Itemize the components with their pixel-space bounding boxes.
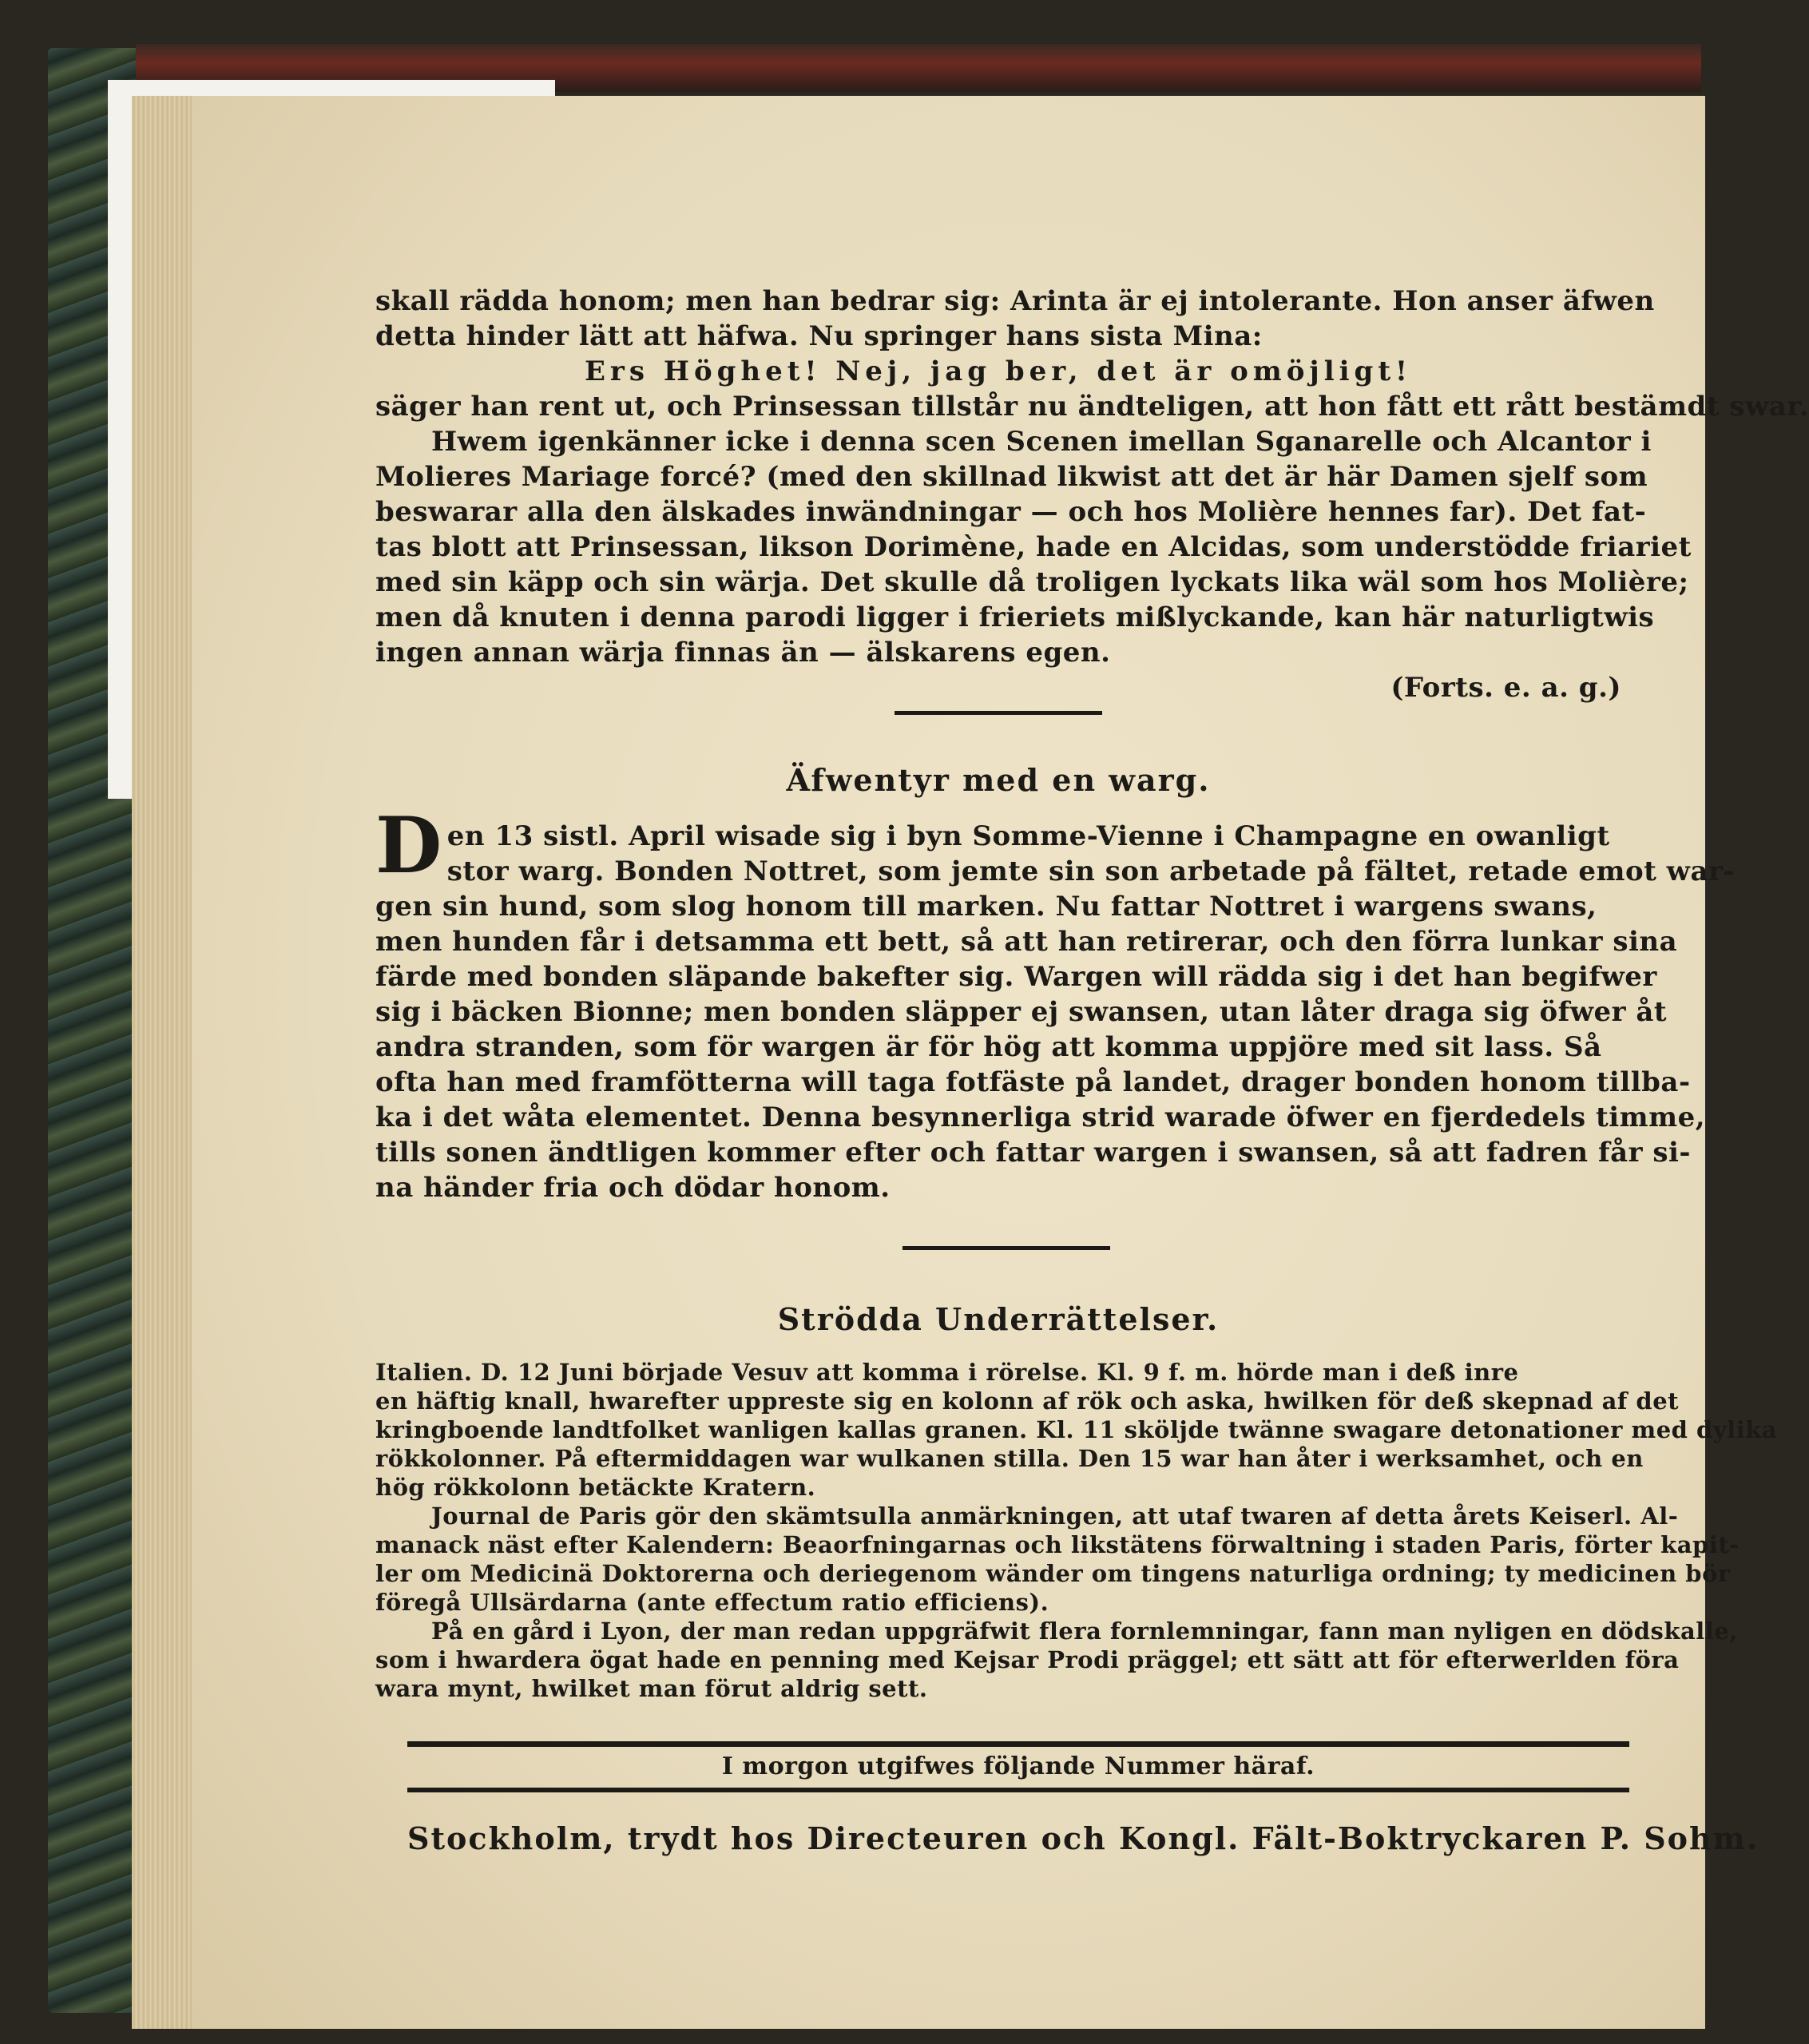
- drop-cap: D: [375, 800, 442, 891]
- section-news: [375, 1302, 1621, 1337]
- text-line: beswarar alla den älskades inwändningar — och hos Molière hennes far). Det fat-: [375, 496, 1647, 528]
- section-divider: [903, 1246, 1110, 1250]
- footer-rule-bottom: [407, 1788, 1629, 1792]
- news-body: [375, 1358, 1778, 1703]
- text-line: ofta han med framfötterna will taga fotfäste på landet, drager bonden honom tillba-: [375, 1066, 1691, 1098]
- printer-imprint: Stockholm, trydt hos Directeuren och Kongl. Fält-Boktryckaren P. Sohm.: [407, 1820, 1759, 1856]
- text-line: manack näst efter Kalendern: Beaorfningarnas och likstätens förwaltning i staden Paris, förter kapit-: [375, 1531, 1740, 1558]
- text-line: gen sin hund, som slog honom till marken. Nu fattar Nottret i wargens swans,: [375, 891, 1597, 923]
- section-wolf-story: [375, 763, 1621, 798]
- text-line: färde med bonden släpande bakefter sig. Wargen will rädda sig i det han begifwer: [375, 961, 1657, 993]
- text-line: ka i det wåta elementet. Denna besynnerliga strid warade öfwer en fjerdedels timme,: [375, 1101, 1706, 1133]
- imprint: [407, 1820, 1759, 1856]
- page-edges: [132, 96, 200, 2029]
- section-divider: [895, 711, 1102, 715]
- text-line: med sin käpp och sin wärja. Det skulle då troligen lyckats lika wäl som hos Molière;: [375, 566, 1689, 598]
- text-line: hög rökkolonn betäckte Kratern.: [375, 1474, 816, 1501]
- wolf-story-body: [375, 800, 1736, 1205]
- text-line: tas blott att Prinsessan, likson Dorimène, hade en Alcidas, som understödde friariet: [375, 531, 1692, 563]
- section-continued-text: [375, 284, 1809, 705]
- section-title: Äfwentyr med en warg.: [786, 762, 1211, 798]
- text-line: tills sonen ändtligen kommer efter och fattar wargen i swansen, så att fadren får si-: [375, 1137, 1692, 1169]
- text-line: men då knuten i denna parodi ligger i frieriets mißlyckande, kan här naturligtwis: [375, 601, 1655, 633]
- text-line: Molieres Mariage forcé? (med den skillnad likwist att det är här Damen sjelf som: [375, 461, 1648, 493]
- text-line: Italien. D. 12 Juni började Vesuv att komma i rörelse. Kl. 9 f. m. hörde man i deß inre: [375, 1359, 1519, 1386]
- book-page: [192, 96, 1809, 2029]
- text-line: ingen annan wärja finnas än — älskarens egen.: [375, 637, 1111, 669]
- text-line: kringboende landtfolket wanligen kallas granen. Kl. 11 sköljde twänne swagare detonationer med dylika: [375, 1416, 1778, 1443]
- text-line: som i hwardera ögat hade en penning med Kejsar Prodi präggel; ett sätt att för efterwerlden föra: [375, 1646, 1680, 1673]
- text-line: na händer fria och dödar honom.: [375, 1172, 891, 1204]
- text-line: På en gård i Lyon, der man redan uppgräfwit flera fornlemningar, fann man nyligen en dödskalle,: [431, 1617, 1738, 1645]
- text-line: föregå Ullsärdarna (ante effectum ratio efficiens).: [375, 1589, 1049, 1616]
- text-line: skall rädda honom; men han bedrar sig: Arinta är ej intolerante. Hon anser äfwen: [375, 285, 1655, 317]
- text-line: ler om Medicinä Doktorerna och deriegenom wänder om tingens naturliga ordning; ty medicinen bör: [375, 1560, 1731, 1587]
- text-line: sig i bäcken Bionne; men bonden släpper ej swansen, utan låter draga sig öfwer åt: [375, 996, 1668, 1028]
- footer-notice: [407, 1749, 1629, 1784]
- text-line: Journal de Paris gör den skämtsulla anmärkningen, att utaf twaren af detta årets Keiserl. Al-: [431, 1502, 1679, 1530]
- text-line: men hunden får i detsamma ett bett, så att han retirerar, och den förra lunkar sina: [375, 926, 1678, 958]
- text-line: wara mynt, hwilket man förut aldrig sett.: [375, 1675, 928, 1702]
- footer-rule-top: [407, 1741, 1629, 1747]
- text-line: andra stranden, som för wargen är för hög att komma uppjöre med sit lass. Så: [375, 1031, 1602, 1063]
- text-line: säger han rent ut, och Prinsessan tillstår nu ändteligen, att hon fått ett rått bestämdt swar.: [375, 391, 1809, 423]
- text-line: rökkolonner. På eftermiddagen war wulkanen stilla. Den 15 war han åter i werksamhet, och en: [375, 1445, 1644, 1472]
- next-issue-notice: I morgon utgifwes följande Nummer häraf.: [721, 1752, 1315, 1780]
- text-line: detta hinder lätt att häfwa. Nu springer hans sista Mina:: [375, 320, 1263, 352]
- continuation-note: (Forts. e. a. g.): [1390, 672, 1621, 704]
- section-title: Strödda Underrättelser.: [777, 1301, 1220, 1337]
- text-line: stor warg. Bonden Nottret, som jemte sin son arbetade på fältet, retade emot war-: [446, 855, 1736, 887]
- text-line: en häftig knall, hwarefter uppreste sig en kolonn af rök och aska, hwilken för deß skepnad af det: [375, 1387, 1680, 1415]
- text-line: Ers Höghet! Nej, jag ber, det är omöjligt!: [585, 355, 1412, 387]
- text-line-content: en 13 sistl. April wisade sig i byn Somme-Vienne i Champagne en owanligt: [446, 820, 1610, 852]
- text-line: Hwem igenkänner icke i denna scen Scenen imellan Sganarelle och Alcantor i: [431, 426, 1652, 458]
